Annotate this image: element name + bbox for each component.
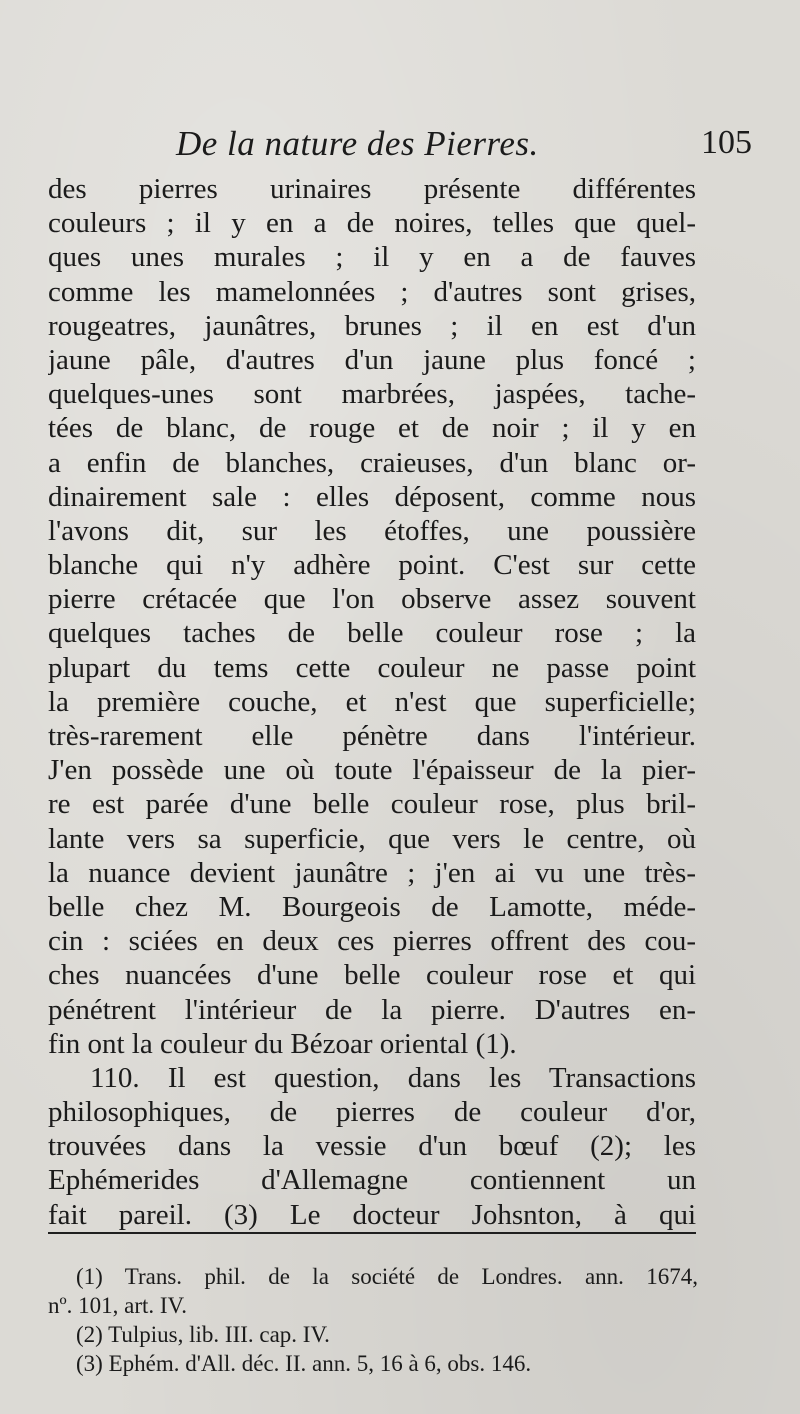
footnote-1-continuation: nº. 101, art. IV.: [48, 1293, 187, 1318]
footnote-3: (3) Ephém. d'All. déc. II. ann. 5, 16 à 6, obs. 146.: [76, 1351, 532, 1376]
text-line: belle chez M. Bourgeois de Lamotte, méde-: [48, 890, 696, 923]
body-text: [48, 172, 696, 1232]
text-line: comme les mamelonnées ; d'autres sont grises,: [48, 275, 696, 308]
text-line: a enfin de blanches, craieuses, d'un blanc or-: [48, 446, 696, 479]
text-line: jaune pâle, d'autres d'un jaune plus foncé ;: [48, 343, 696, 376]
text-line: pierre crétacée que l'on observe assez souvent: [48, 583, 696, 616]
text-line: trouvées dans la vessie d'un bœuf (2); les: [48, 1130, 696, 1163]
text-line: Ephémerides d'Allemagne contiennent un: [48, 1164, 696, 1197]
running-title: De la nature des Pierres.: [176, 124, 539, 163]
text-line: philosophiques, de pierres de couleur d'or,: [48, 1096, 696, 1129]
text-line: ches nuancées d'une belle couleur rose et qui: [48, 959, 696, 992]
text-line: couleurs ; il y en a de noires, telles que quel-: [48, 207, 696, 240]
text-line: quelques-unes sont marbrées, jaspées, tache-: [48, 378, 696, 411]
page-header: [48, 124, 752, 170]
text-line: très-rarement elle pénètre dans l'intérieur.: [48, 720, 696, 752]
text-line: tées de blanc, de rouge et de noir ; il y en: [48, 412, 696, 445]
text-line: rougeatres, jaunâtres, brunes ; il en est d'un: [48, 309, 696, 342]
footnotes: [48, 1262, 698, 1378]
paragraph-start-line: 110. Il est question, dans les Transactions: [90, 1061, 696, 1094]
footnote-2: (2) Tulpius, lib. III. cap. IV.: [76, 1322, 330, 1347]
text-line: pénétrent l'intérieur de la pierre. D'autres en-: [48, 993, 696, 1026]
text-line: lante vers sa superficie, que vers le centre, où: [48, 822, 696, 855]
text-line: cin : sciées en deux ces pierres offrent des cou-: [48, 925, 696, 958]
text-line: fin ont la couleur du Bézoar oriental (1).: [48, 1027, 517, 1060]
page-number: 105: [701, 124, 752, 161]
footnote-1: (1) Trans. phil. de la société de Londres. ann. 1674,: [76, 1264, 698, 1289]
text-line: fait pareil. (3) Le docteur Johsnton, à qui: [48, 1198, 696, 1231]
text-line: blanche qui n'y adhère point. C'est sur cette: [48, 549, 696, 582]
footnote-rule: [48, 1232, 696, 1234]
text-line: des pierres urinaires présente différentes: [48, 173, 696, 205]
text-line: dinairement sale : elles déposent, comme nous: [48, 480, 696, 513]
text-line: re est parée d'une belle couleur rose, plus bril-: [48, 788, 696, 821]
text-line: l'avons dit, sur les étoffes, une poussière: [48, 514, 696, 547]
text-line: quelques taches de belle couleur rose ; la: [48, 617, 696, 650]
text-line: J'en possède une où toute l'épaisseur de la pier-: [48, 754, 696, 787]
text-line: la première couche, et n'est que superficielle;: [48, 685, 696, 718]
text-line: plupart du tems cette couleur ne passe point: [48, 651, 696, 684]
text-line: la nuance devient jaunâtre ; j'en ai vu une très-: [48, 856, 696, 889]
text-line: ques unes murales ; il y en a de fauves: [48, 241, 696, 274]
